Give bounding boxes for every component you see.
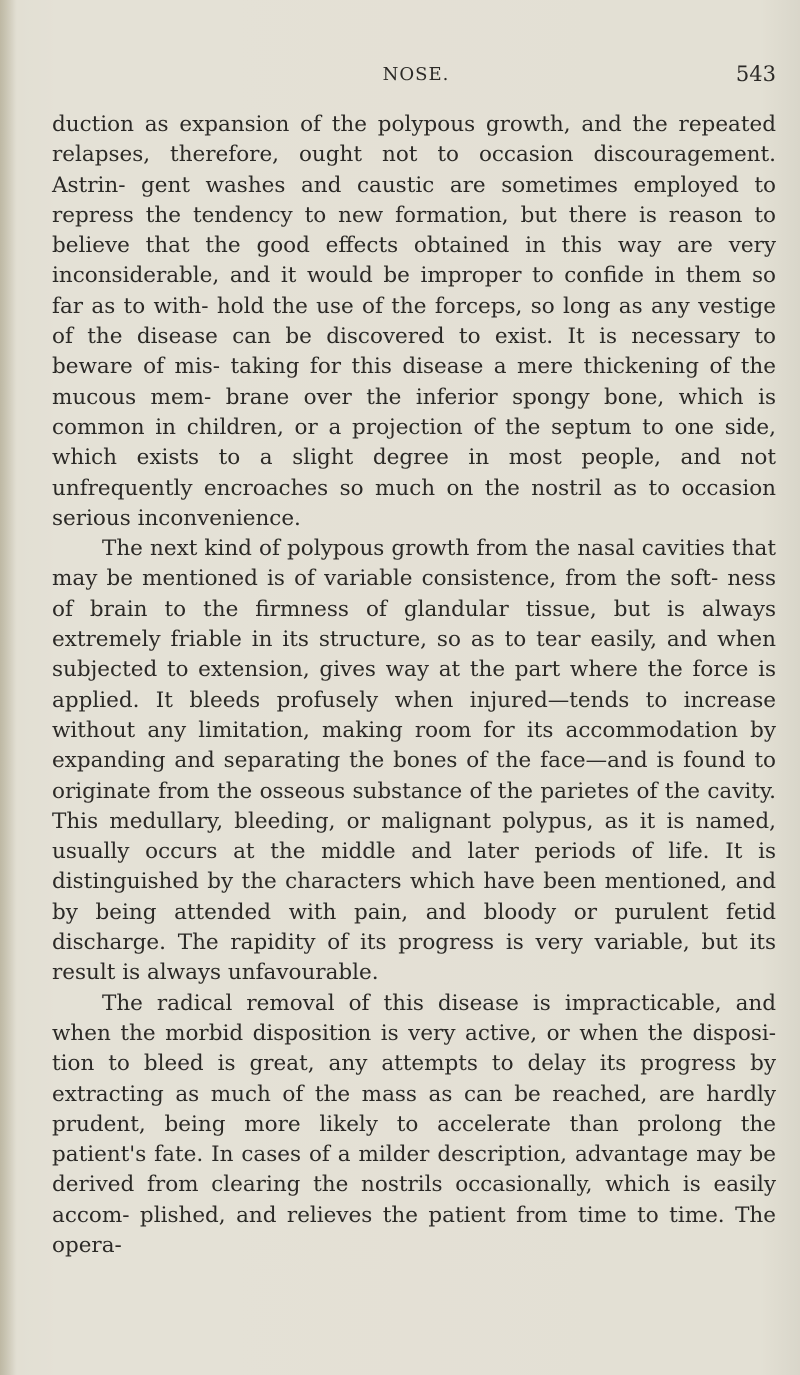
body-text	[52, 110, 776, 1261]
paragraph-1: duction as expansion of the polypous growth, and the repeated relapses, therefore, ought not to occasion discouragement. Astrin- gent washes and caustic are sometimes employed to repress the tendency to new formation, but there is reason to believe that the good effects obtained in this way are very inconsiderable, and it would be improper to confide in them so far as to with- hold the use of the forceps, so long as any vestige of the disease can be discovered to exist. It is necessary to beware of mis- taking for this disease a mere thickening of the mucous mem- brane over the inferior spongy bone, which is common in children, or a projection of the septum to one side, which exists to a slight degree in most people, and not unfrequently encroaches so much on the nostril as to occasion serious inconvenience.	[52, 112, 776, 531]
paragraph-2: The next kind of polypous growth from the nasal cavities that may be mentioned is of variable consistence, from the soft- ness of brain to the firmness of glandular tissue, but is always extremely friable in its structure, so as to tear easily, and when subjected to extension, gives way at the part where the force is applied. It bleeds profusely when injured—tends to increase without any limitation, making room for its accommodation by expanding and separating the bones of the face—and is found to originate from the osseous substance of the parietes of the cavity. This medullary, bleeding, or malignant polypus, as it is named, usually occurs at the middle and later periods of life. It is distinguished by the characters which have been mentioned, and by being attended with pain, and bloody or purulent fetid discharge. The rapidity of its progress is very variable, but its result is always unfavourable.	[52, 536, 776, 986]
paragraph-3: The radical removal of this disease is impracticable, and when the morbid disposition is very active, or when the disposi- tion to bleed is great, any attempts to delay its progress by extracting as much of the mass as can be reached, are hardly prudent, being more likely to accelerate than prolong the patient's fate. In cases of a milder description, advantage may be derived from clearing the nostrils occasionally, which is easily accom- plished, and relieves the patient from time to time. The opera-	[52, 990, 776, 1258]
running-head	[52, 62, 780, 92]
running-title: NOSE.	[382, 64, 450, 85]
page-number: 543	[735, 62, 776, 86]
